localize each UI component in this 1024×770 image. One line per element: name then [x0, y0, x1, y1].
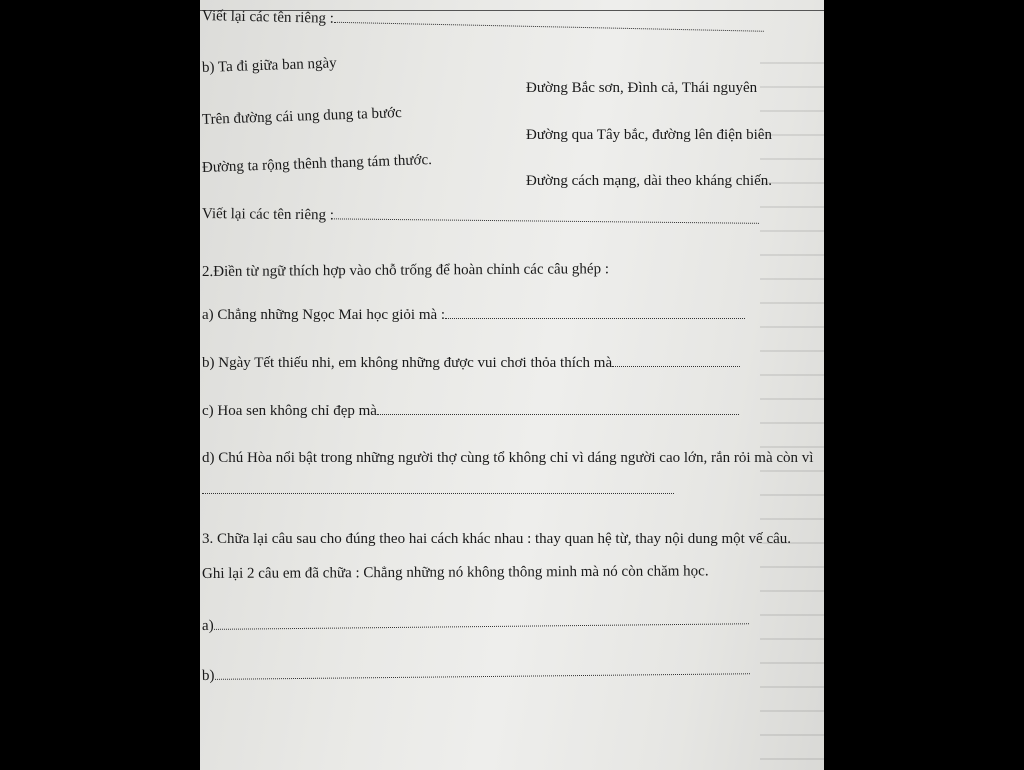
question-2b: [202, 355, 740, 372]
rewrite-names-line-1: [202, 8, 764, 37]
question-2c-text: c) Hoa sen không chỉ đẹp mà: [202, 403, 377, 419]
question-3-title: 3. Chữa lại câu sau cho đúng theo hai cách khác nhau : thay quan hệ từ, thay nội dung một vế câu.: [202, 531, 792, 547]
worksheet-page: [200, 0, 824, 770]
question-3a: [202, 612, 749, 635]
answer-blank[interactable]: [334, 20, 764, 32]
poem-right-line-2: Đường qua Tây bắc, đường lên điện biên: [526, 127, 772, 143]
poem-line-1: b) Ta đi giữa ban ngày: [201, 55, 337, 76]
poem-right-line-3: Đường cách mạng, dài theo kháng chiến.: [526, 173, 772, 189]
poem-right-line-1: Đường Bắc sơn, Đình cả, Thái nguyên: [526, 80, 758, 96]
question-3b: [202, 662, 750, 685]
answer-blank[interactable]: [612, 364, 740, 367]
question-2b-text: b) Ngày Tết thiếu nhi, em không những được vui chơi thỏa thích mà: [202, 355, 613, 371]
question-2d-blank: [202, 482, 674, 499]
answer-blank[interactable]: [215, 671, 750, 680]
question-2a-text: a) Chẳng những Ngọc Mai học giỏi mà :: [202, 307, 446, 323]
poem-line-3: Đường ta rộng thênh thang tám thước.: [201, 151, 433, 176]
poem-line-2: Trên đường cái ung dung ta bước: [201, 105, 403, 128]
answer-blank[interactable]: [377, 412, 739, 415]
question-2-title: 2.Điền từ ngữ thích hợp vào chỗ trống để hoàn chỉnh các câu ghép :: [201, 261, 610, 280]
question-2d: d) Chú Hòa nổi bật trong những người thợ cùng tổ không chỉ vì dáng người cao lớn, rắn rỏi mà còn vì: [202, 450, 814, 466]
answer-blank[interactable]: [445, 316, 745, 319]
answer-blank[interactable]: [214, 621, 749, 630]
question-3b-label: b): [201, 667, 215, 684]
answer-blank[interactable]: [334, 216, 759, 223]
rewrite-names-line-2: [202, 206, 759, 229]
answer-blank[interactable]: [202, 491, 674, 494]
question-2a: [202, 307, 745, 324]
question-3-note: Ghi lại 2 câu em đã chữa : Chẳng những nó không thông minh mà nó còn chăm học.: [201, 563, 709, 582]
bleed-through-text: [760, 40, 824, 760]
question-2c: [202, 403, 739, 420]
rewrite-names-label-2: Viết lại các tên riêng :: [201, 206, 335, 224]
rewrite-names-label: Viết lại các tên riêng :: [201, 8, 335, 27]
question-3a-label: a): [201, 617, 214, 634]
